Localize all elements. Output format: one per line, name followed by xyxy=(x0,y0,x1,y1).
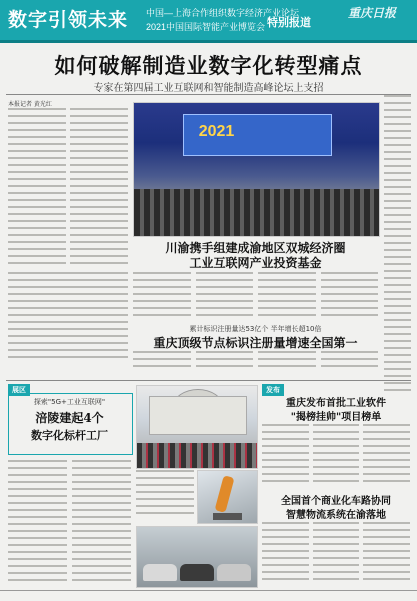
section-b-story1-line2: "揭榜挂帅"项目榜单 xyxy=(290,412,382,423)
stage-screen xyxy=(183,114,332,156)
robot-arm-photo xyxy=(197,470,258,524)
special-report-banner xyxy=(0,0,417,43)
page-footer xyxy=(0,590,417,601)
story3-headline: 重庆顶级节点标识注册量增速全国第一 xyxy=(153,336,358,350)
section-a-headline-line1: 涪陵建起4个 xyxy=(35,411,104,425)
exhibit-stand xyxy=(149,396,247,435)
banner-forum-title: 中国—上海合作组织数字经济产业论坛 xyxy=(146,8,300,18)
divider xyxy=(6,380,411,381)
main-headline: 如何破解制造业数字化转型痛点 xyxy=(54,53,363,78)
main-story-column-1 xyxy=(8,108,66,270)
car xyxy=(143,564,177,581)
conference-photo xyxy=(133,102,380,237)
banner-report-tag: 特别报道 xyxy=(267,17,311,29)
section-b-story2-line1: 全国首个商业化车路协同 xyxy=(281,496,391,507)
story2-headline-line2: 工业互联网产业投资基金 xyxy=(189,256,322,270)
stage-screen-text: 2021 xyxy=(198,122,235,140)
masthead: 重庆日报 xyxy=(348,6,397,20)
story2-body xyxy=(133,272,378,322)
section-a-kicker: 探索"5G+工业互联网" xyxy=(33,398,106,406)
section-b-story1-body xyxy=(262,424,410,488)
banner-logo-text: 数字引领未来 xyxy=(8,9,129,31)
exhibition-hall-photo xyxy=(136,385,258,469)
story3-body xyxy=(133,351,378,377)
section-tag-exhibition: 展区 xyxy=(8,384,30,396)
story2-headline-line1: 川渝携手组建成渝地区双城经济圈 xyxy=(165,241,346,255)
section-b-story2-line2: 智慧物流系统在渝落地 xyxy=(286,510,386,521)
visitors xyxy=(137,443,257,468)
robot-arm xyxy=(214,475,234,513)
vehicles-photo xyxy=(136,526,258,588)
main-subhead: 专家在第四届工业互联网和智能制造高峰论坛上支招 xyxy=(93,83,324,94)
middle-text-left xyxy=(136,470,194,520)
section-a-headline-line2: 数字化标杆工厂 xyxy=(31,429,108,442)
audience-seats xyxy=(134,189,379,236)
section-b-story2-body xyxy=(262,522,410,586)
car xyxy=(217,564,251,581)
section-b-story1-line1: 重庆发布首批工业软件 xyxy=(286,398,386,409)
section-a-body xyxy=(8,460,131,586)
byline: 本报记者 黄光红 xyxy=(8,101,52,108)
sidebar-column xyxy=(384,95,411,400)
main-story-column-3 xyxy=(8,272,128,362)
story3-kicker: 累计标识注册量达53亿个 半年增长超10倍 xyxy=(189,325,322,333)
robot-base xyxy=(213,513,243,520)
banner-expo-title: 2021中国国际智能产业博览会 xyxy=(146,22,266,32)
banner-stripe xyxy=(0,40,417,43)
main-story-column-2 xyxy=(70,108,128,270)
divider xyxy=(6,94,411,95)
section-tag-release: 发布 xyxy=(262,384,284,396)
car xyxy=(180,564,214,581)
